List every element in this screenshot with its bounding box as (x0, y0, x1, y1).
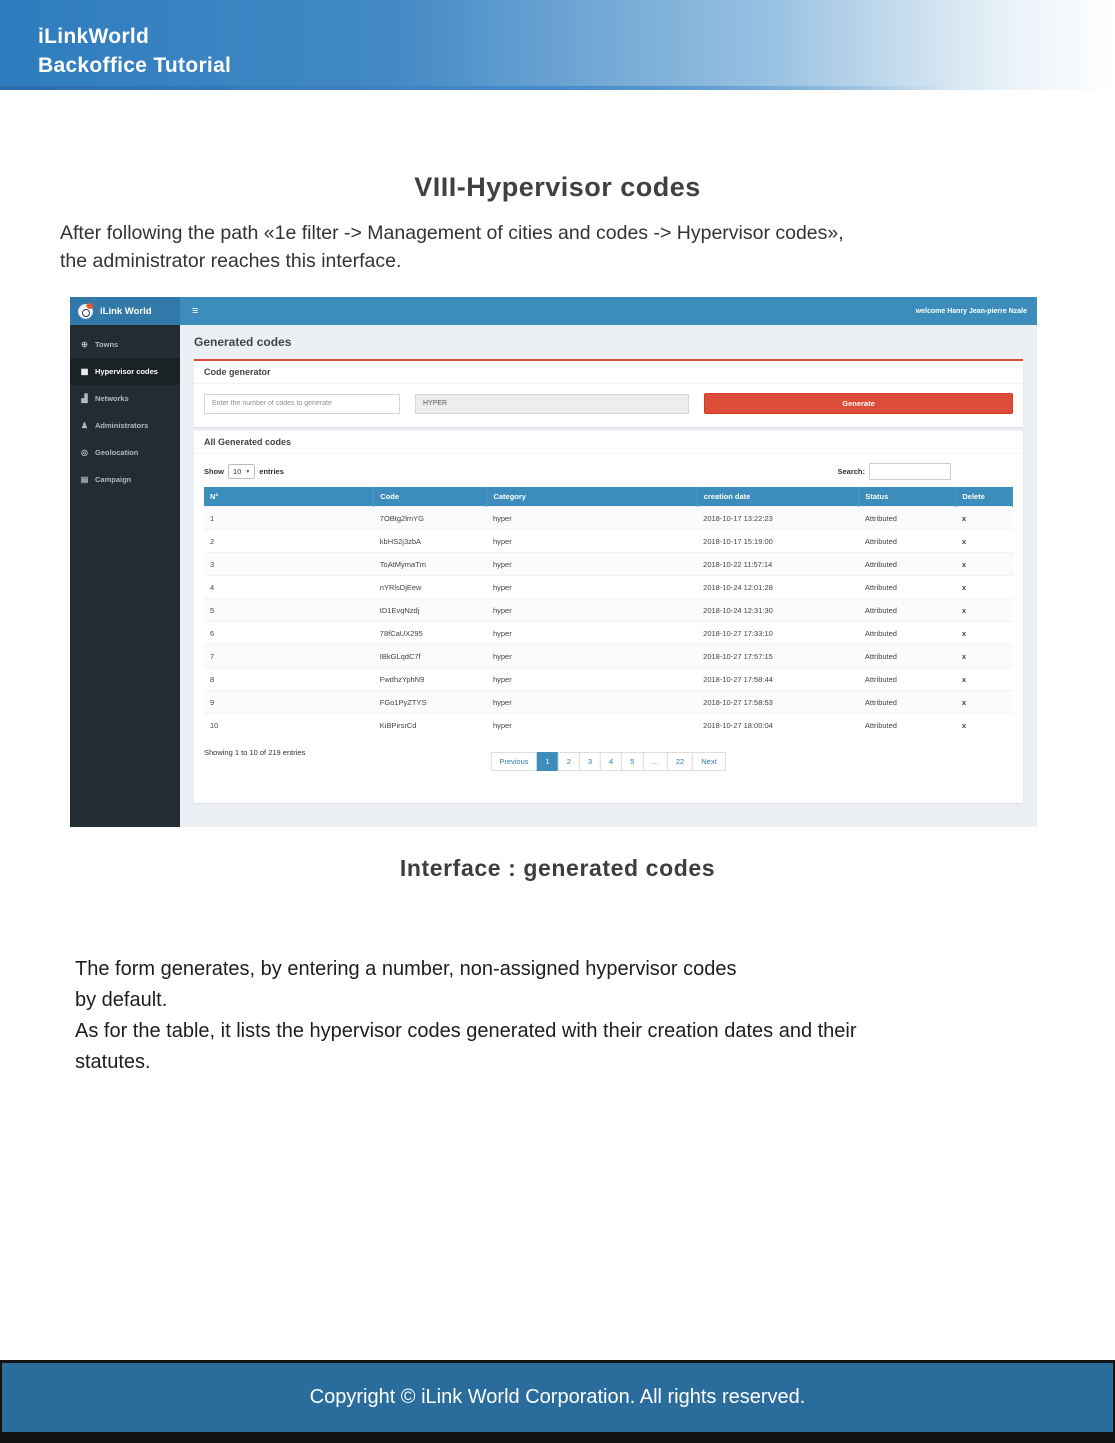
bar-chart-icon: ▟ (81, 394, 88, 403)
body-paragraph (75, 954, 1115, 1078)
pagination-button[interactable]: 4 (600, 752, 622, 771)
cell-number: 1 (204, 507, 374, 530)
menu-toggle-icon[interactable]: ≡ (192, 305, 199, 317)
table-row (204, 622, 1013, 645)
table-row (204, 530, 1013, 553)
category-input (415, 394, 689, 414)
cell-category: hyper (487, 622, 697, 645)
sidebar-item-label: Networks (95, 394, 129, 403)
map-marker-icon: ◎ (81, 448, 88, 457)
document-footer (0, 1360, 1115, 1443)
cell-code: kbHS2j3zbA (374, 530, 487, 553)
cell-code: tD1EvqNzdj (374, 599, 487, 622)
cell-code: 78fCaUX295 (374, 622, 487, 645)
cell-status: Attributed (859, 553, 956, 576)
welcome-user-link[interactable]: welcome Hanry Jean-pierre Nzale (915, 307, 1027, 315)
document-header (0, 0, 1115, 90)
cell-category: hyper (487, 599, 697, 622)
cell-status: Attributed (859, 599, 956, 622)
table-row (204, 576, 1013, 599)
column-header[interactable]: Code (374, 487, 487, 507)
cell-creation-date: 2018-10-17 15:19:00 (697, 530, 859, 553)
cell-creation-date: 2018-10-17 13:22:23 (697, 507, 859, 530)
cell-status: Attributed (859, 714, 956, 737)
delete-code-button[interactable]: x (956, 645, 1013, 668)
cell-number: 10 (204, 714, 374, 737)
cell-creation-date: 2018-10-22 11:57:14 (697, 553, 859, 576)
cell-category: hyper (487, 576, 697, 599)
cell-code: 7OBtg2lmYG (374, 507, 487, 530)
show-label: Show (204, 467, 224, 476)
code-generator-title: Code generator (194, 361, 1023, 384)
entries-summary: Showing 1 to 10 of 219 entries (204, 748, 306, 757)
cell-number: 5 (204, 599, 374, 622)
cell-status: Attributed (859, 668, 956, 691)
column-header[interactable]: creation date (697, 487, 859, 507)
brand-line-2: Backoffice Tutorial (38, 54, 232, 77)
sidebar (70, 325, 180, 827)
sidebar-item-label: Geolocation (95, 448, 139, 457)
cell-number: 4 (204, 576, 374, 599)
cell-creation-date: 2018-10-27 17:58:53 (697, 691, 859, 714)
entries-label: entries (259, 467, 284, 476)
cell-number: 9 (204, 691, 374, 714)
sidebar-item-administrators[interactable] (70, 412, 180, 439)
cell-creation-date: 2018-10-27 17:58:44 (697, 668, 859, 691)
sidebar-item-towns[interactable] (70, 331, 180, 358)
table-row (204, 714, 1013, 737)
intro-line-1: After following the path «1e filter -> Management of cities and codes -> Hypervisor codes», (60, 222, 844, 244)
app-brand-name: iLink World (100, 305, 152, 317)
delete-code-button[interactable]: x (956, 668, 1013, 691)
pagination-button[interactable]: Previous (490, 752, 537, 771)
table-row (204, 507, 1013, 530)
delete-code-button[interactable]: x (956, 599, 1013, 622)
cell-status: Attributed (859, 530, 956, 553)
cell-number: 6 (204, 622, 374, 645)
body-line-1: The form generates, by entering a number, non-assigned hypervisor codes (75, 958, 737, 980)
cell-category: hyper (487, 714, 697, 737)
page-length-control (204, 464, 284, 479)
pagination-button[interactable]: … (642, 752, 668, 771)
codes-table (204, 487, 1013, 736)
sidebar-item-label: Administrators (95, 421, 149, 430)
cell-category: hyper (487, 553, 697, 576)
copyright-text: Copyright © iLink World Corporation. All rights reserved. (309, 1386, 806, 1408)
app-screenshot (70, 297, 1037, 827)
ilink-logo-icon (78, 304, 93, 319)
cell-category: hyper (487, 507, 697, 530)
cell-number: 8 (204, 668, 374, 691)
table-row (204, 553, 1013, 576)
search-control (837, 463, 951, 480)
column-header[interactable]: Category (487, 487, 697, 507)
cell-category: hyper (487, 645, 697, 668)
cell-creation-date: 2018-10-27 17:33:10 (697, 622, 859, 645)
search-label: Search: (837, 467, 865, 476)
cell-creation-date: 2018-10-27 18:00:04 (697, 714, 859, 737)
page-size-select[interactable] (228, 464, 255, 479)
globe-icon: ⊕ (81, 340, 88, 349)
cell-status: Attributed (859, 622, 956, 645)
column-header[interactable]: Delete (956, 487, 1013, 507)
column-header[interactable]: Status (859, 487, 956, 507)
delete-code-button[interactable]: x (956, 576, 1013, 599)
body-line-3: As for the table, it lists the hypervisor codes generated with their creation dates and their (75, 1020, 857, 1042)
cell-status: Attributed (859, 576, 956, 599)
delete-code-button[interactable]: x (956, 553, 1013, 576)
body-line-4: statutes. (75, 1051, 151, 1073)
table-icon: ▦ (80, 367, 89, 376)
cell-code: FwdhzYphN9 (374, 668, 487, 691)
pagination-button[interactable]: 22 (667, 752, 693, 771)
table-controls (194, 454, 1023, 487)
pagination-button[interactable]: 3 (579, 752, 601, 771)
page-size-value: 10 (233, 467, 242, 476)
content-heading: Generated codes (194, 335, 292, 349)
delete-code-button[interactable]: x (956, 622, 1013, 645)
brand-area[interactable] (70, 297, 180, 325)
sidebar-item-label: Hypervisor codes (95, 367, 158, 376)
table-footer (194, 736, 1023, 780)
cell-number: 2 (204, 530, 374, 553)
cell-code: ToAtMymaTm (374, 553, 487, 576)
code-generator-form (194, 384, 1023, 427)
caret-down-icon: ▼ (245, 468, 251, 475)
search-input[interactable] (869, 463, 951, 480)
top-navbar (70, 297, 1037, 325)
sidebar-item-label: Towns (95, 340, 119, 349)
cell-category: hyper (487, 668, 697, 691)
delete-code-button[interactable]: x (956, 714, 1013, 737)
table-row (204, 668, 1013, 691)
pagination-button[interactable]: 1 (537, 752, 559, 771)
all-generated-codes-panel (194, 431, 1023, 803)
intro-line-2: the administrator reaches this interface. (60, 250, 402, 272)
pagination-button[interactable]: 5 (621, 752, 643, 771)
cell-creation-date: 2018-10-24 12:01:28 (697, 576, 859, 599)
delete-code-button[interactable]: x (956, 530, 1013, 553)
sidebar-item-networks[interactable] (70, 385, 180, 412)
codes-count-input[interactable] (204, 394, 400, 414)
delete-code-button[interactable]: x (956, 507, 1013, 530)
cell-number: 7 (204, 645, 374, 668)
all-codes-title: All Generated codes (194, 431, 1023, 454)
figure-caption: Interface : generated codes (399, 855, 716, 881)
calendar-icon: ▤ (80, 475, 89, 484)
body-line-2: by default. (75, 989, 168, 1011)
cell-status: Attributed (859, 507, 956, 530)
table-header-row (204, 487, 1013, 507)
cell-creation-date: 2018-10-27 17:57:15 (697, 645, 859, 668)
cell-number: 3 (204, 553, 374, 576)
table-row (204, 645, 1013, 668)
sidebar-item-campaign[interactable] (70, 466, 180, 493)
delete-code-button[interactable]: x (956, 691, 1013, 714)
sidebar-item-label: Campaign (95, 475, 132, 484)
pagination (491, 752, 725, 771)
document-title: VIII-Hypervisor codes (414, 172, 701, 202)
cell-category: hyper (487, 530, 697, 553)
intro-paragraph (60, 219, 1057, 275)
code-generator-panel (194, 359, 1023, 427)
cell-category: hyper (487, 691, 697, 714)
column-header[interactable]: N° (204, 487, 374, 507)
cell-code: IBkGLqdC7f (374, 645, 487, 668)
cell-status: Attributed (859, 645, 956, 668)
pagination-button[interactable]: 2 (558, 752, 580, 771)
cell-status: Attributed (859, 691, 956, 714)
table-row (204, 599, 1013, 622)
cell-code: FGo1PyZTYS (374, 691, 487, 714)
generate-button[interactable]: Generate (704, 393, 1013, 414)
user-icon: ♟ (80, 421, 89, 430)
sidebar-item-geolocation[interactable] (70, 439, 180, 466)
table-row (204, 691, 1013, 714)
content-area (180, 325, 1037, 827)
brand-line-1: iLinkWorld (38, 25, 150, 48)
cell-creation-date: 2018-10-24 12:31:30 (697, 599, 859, 622)
sidebar-item-hypervisor-codes[interactable] (70, 358, 180, 385)
cell-code: KiBPirsrCd (374, 714, 487, 737)
cell-code: nYRlsDjEew (374, 576, 487, 599)
pagination-button[interactable]: Next (692, 752, 725, 771)
